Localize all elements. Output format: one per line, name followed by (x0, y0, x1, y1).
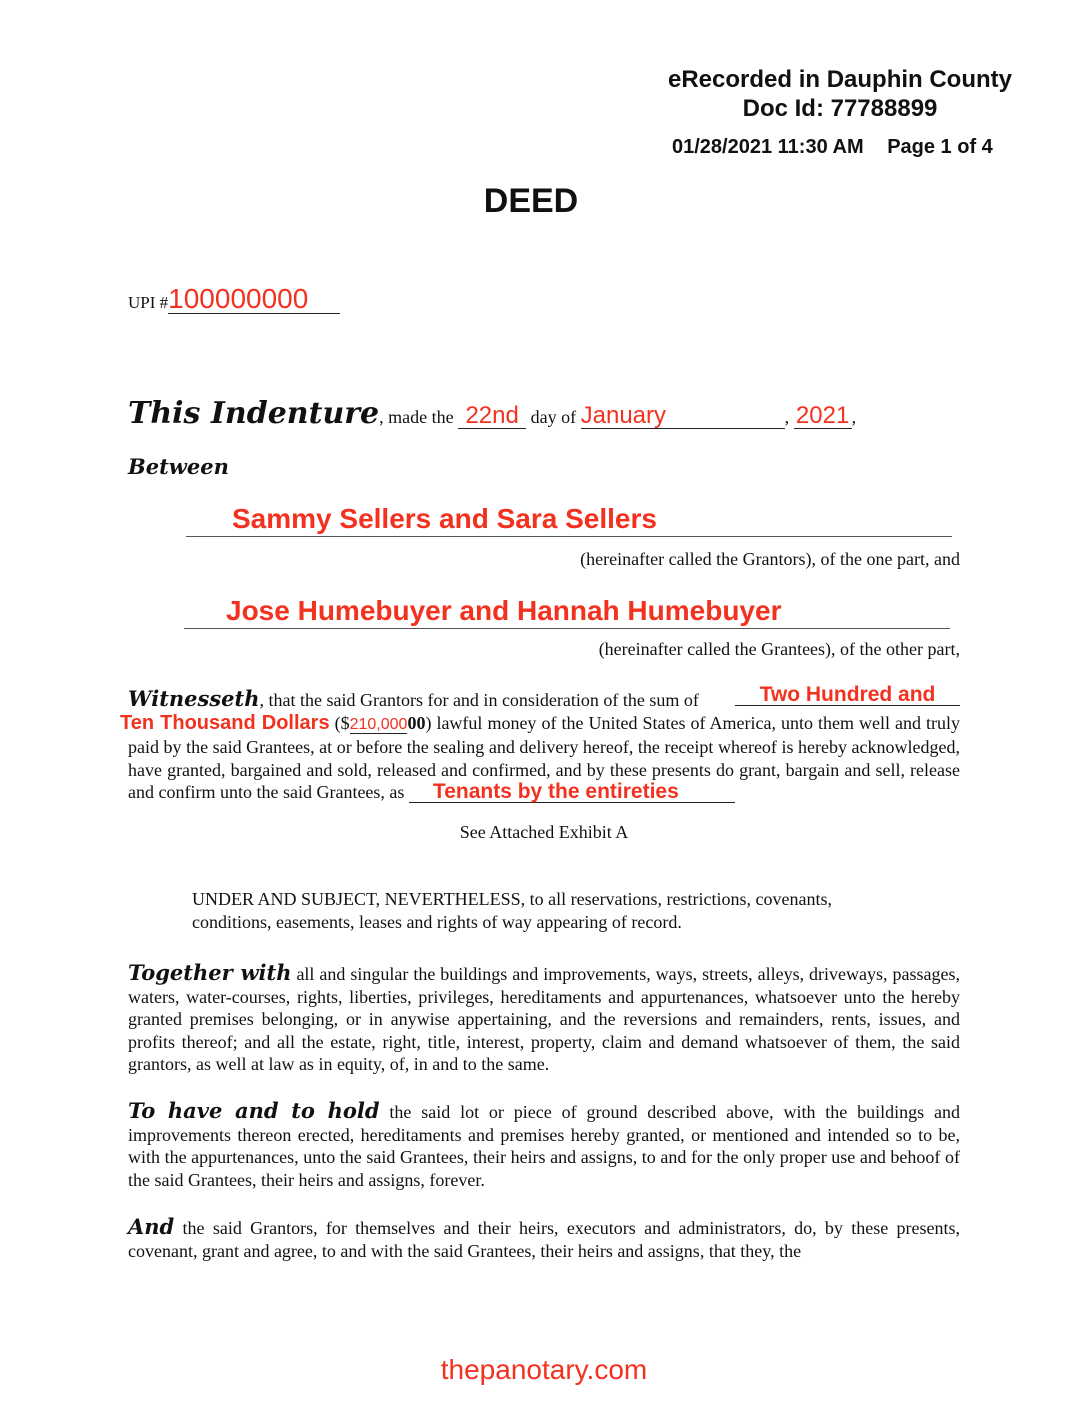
and-text: the said Grantors, for themselves and their heirs, executors and administrators, do, by these presents, covenant, grant and agree, to and with the said Grantees, their heirs and assigns, that they, the (128, 1218, 960, 1261)
amount-words-field-2[interactable]: Ten Thousand Dollars (120, 711, 330, 734)
indenture-heading: This Indenture (128, 396, 380, 431)
day-of-text: day of (530, 407, 577, 427)
witnesseth-body: ) lawful money of the United States of America, unto them well and truly paid by the said Grantees, at or before the sealing and delivery hereof, the receipt whereof is hereby acknowledged, have granted, bargained and sold, released and confirmed, and by these presents do grant, bargain and sell, release and confirm unto the said Grantees, as (128, 712, 960, 803)
amount-words-field-1[interactable]: Two Hundred and (735, 684, 960, 706)
upi-field[interactable]: 100000000 (168, 285, 340, 314)
and-clause (128, 1216, 960, 1262)
witnesseth-intro: , that the said Grantors for and in consideration of the sum of (259, 690, 699, 710)
witnesseth-heading: Witnesseth (128, 686, 260, 711)
under-subject-clause: UNDER AND SUBJECT, NEVERTHELESS, to all reservations, restrictions, covenants, conditions, easements, leases and rights of way appearing of record. (192, 889, 833, 932)
amount-number-field[interactable]: 210,000 (349, 715, 408, 733)
document-title: DEED (483, 182, 579, 220)
recording-info (672, 136, 1011, 159)
exhibit-reference: See Attached Exhibit A (459, 822, 629, 842)
day-field[interactable]: 22nd (458, 404, 526, 429)
upi-row (128, 285, 340, 314)
together-with-text: all and singular the buildings and improvements, ways, streets, alleys, driveways, passages, waters, water-courses, rights, liberties, privileges, hereditaments and appurtenances, whatsoever unto the hereby granted premises belonging, or in anywise appertaining, and the reversions and remainders, rents, issues, and profits thereof; and all the estate, right, title, interest, property, claim and demand whatsoever of them, the said grantors, as well at law as in equity, of, in and to the same. (128, 964, 960, 1075)
amount-open: ($ (329, 712, 350, 733)
recorded-county: eRecorded in Dauphin County (667, 66, 1012, 93)
made-the-text: , made the (379, 407, 454, 427)
footer-watermark: thepanotary.com (440, 1354, 648, 1385)
grantees-caption: (hereinafter called the Grantees), of the other part, (598, 639, 960, 659)
month-field[interactable]: January (581, 404, 785, 429)
together-with-heading: Together with (128, 960, 292, 985)
year-field[interactable]: 2021 (794, 404, 852, 429)
together-with-clause (128, 962, 960, 1076)
page-number: Page 1 of 4 (887, 136, 993, 158)
recording-datetime: 01/28/2021 11:30 AM (672, 136, 864, 158)
between-heading: Between (128, 454, 229, 479)
grantees-field[interactable]: Jose Humebuyer and Hannah Humebuyer (184, 594, 950, 629)
witnesseth-paragraph (120, 683, 960, 804)
grantors-caption: (hereinafter called the Grantors), of the one part, and (580, 549, 960, 569)
upi-label: UPI # (128, 293, 169, 312)
to-have-text: the said lot or piece of ground described above, with the buildings and improvements thereon erected, hereditaments and premises hereby granted, or mentioned and intended so to be, with the appurtenances, unto the said Grantees, their heirs and assigns, to and for the only proper use and behoof of the said Grantees, their heirs and assigns, forever. (128, 1102, 961, 1190)
tenancy-field[interactable]: Tenants by the entireties (409, 781, 735, 803)
to-have-clause (128, 1100, 960, 1191)
grantors-field[interactable]: Sammy Sellers and Sara Sellers (186, 502, 952, 537)
indenture-row: This Indenture, made the 22nd day of January , 2021 , (128, 396, 857, 431)
and-heading: And (128, 1214, 175, 1239)
doc-id: Doc Id: 77788899 (742, 95, 938, 122)
to-have-heading: To have and to hold (128, 1098, 380, 1123)
amount-cents: 00 (407, 712, 426, 733)
